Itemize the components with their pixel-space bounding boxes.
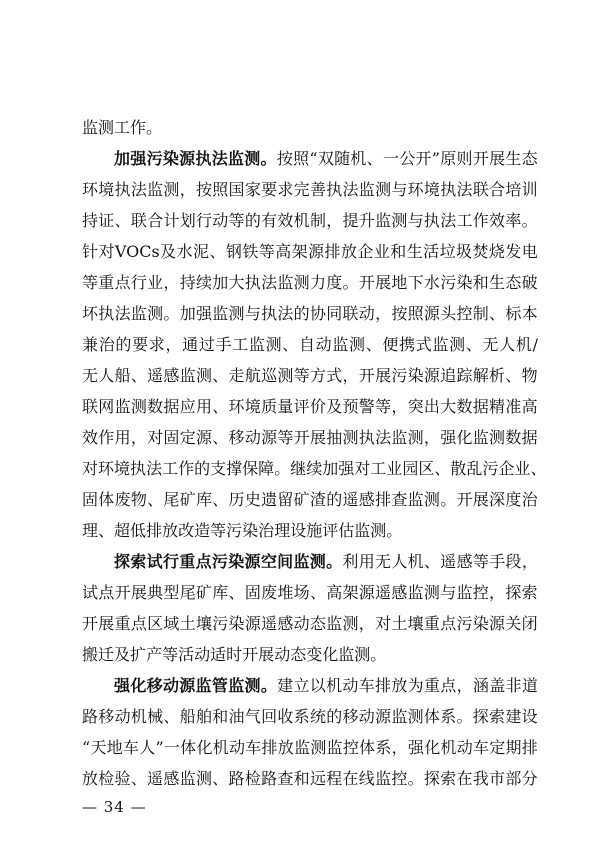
text-line: 试 点 开 展 典 型 尾 矿 库 、 固 废 堆 场 、 高 架 源 遥 感 监 测 与 监 控 ， 探 索: [82, 583, 538, 602]
text-line: 搬 迁 及 扩 产 等 活 动 适 时 开 展 动 态 变 化 监 测 。: [82, 645, 387, 664]
text-line: 对 环 境 执 法 工 作 的 支 撑 保 障 。 继 续 加 强 对 工 业 园 区 、 散 乱 污 企 业 、: [82, 459, 547, 478]
body-text: [82, 112, 547, 794]
text-line: 坏 执 法 监 测 。 加 强 监 测 与 执 法 的 协 同 联 动 ， 按 照 源 头 控 制 、 标 本: [82, 304, 538, 323]
text-line: 放 检 验 、 遥 感 监 测 、 路 检 路 查 和 远 程 在 线 监 控 。 探 索 在 我 市 部 分: [82, 769, 538, 788]
text-line: 针 对 VOCs 及 水 泥 、 钢 铁 等 高 架 源 排 放 企 业 和 生 活 垃 圾 焚 烧 发 电: [82, 242, 538, 261]
text-line: 开 展 重 点 区 域 土 壤 污 染 源 遥 感 动 态 监 测 ， 对 土 壤 重 点 污 染 源 关 闭: [82, 614, 538, 633]
text-line: 等 重 点 行 业 ， 持 续 加 大 执 法 监 测 力 度 。 开 展 地 下 水 污 染 和 生 态 破: [82, 273, 538, 292]
text-line: 持 证 、 联 合 计 划 行 动 等 的 有 效 机 制 ， 提 升 监 测 与 执 法 工 作 效 率 。: [82, 211, 538, 230]
text-line: 路 移 动 机 械 、 船 舶 和 油 气 回 收 系 统 的 移 动 源 监 测 体 系 。 探 索 建 设: [82, 707, 538, 726]
text-line: “ 天 地 车 人 ” 一 体 化 机 动 车 排 放 监 测 监 控 体 系 ， 强 化 机 动 车 定 期 排: [82, 738, 538, 757]
paragraph-start-line: 探 索 试 行 重 点 污 染 源 空 间 监 测 。 利 用 无 人 机 、 遥 感 等 手 段 ，: [114, 552, 538, 571]
text-line: 联 网 监 测 数 据 应 用 、 环 境 质 量 评 价 及 预 警 等 ， 突 出 大 数 据 精 准 高: [82, 397, 538, 416]
text-line: 效 作 用 ， 对 固 定 源 、 移 动 源 等 开 展 抽 测 执 法 监 测 ， 强 化 监 测 数 据: [82, 428, 538, 447]
text-line: 固 体 废 物 、 尾 矿 库 、 历 史 遗 留 矿 渣 的 遥 感 排 查 监 测 。 开 展 深 度 治: [82, 490, 538, 509]
paragraph-start-line: 强 化 移 动 源 监 管 监 测 。 建 立 以 机 动 车 排 放 为 重 点 ， 涵 盖 非 道: [114, 676, 538, 695]
text-line: 无 人 船 、 遥 感 监 测 、 走 航 巡 测 等 方 式 ， 开 展 污 染 源 追 踪 解 析 、 物: [82, 366, 538, 385]
text-line: 兼 治 的 要 求 ， 通 过 手 工 监 测 、 自 动 监 测 、 便 携 式 监 测 、 无 人 机 /: [82, 335, 538, 354]
text-line: 理 、 超 低 排 放 改 造 等 污 染 治 理 设 施 评 估 监 测 。: [82, 521, 403, 540]
page-number: — 34 —: [82, 798, 147, 816]
text-line: 监 测 工 作 。: [82, 118, 163, 137]
paragraph-start-line: 加 强 污 染 源 执 法 监 测 。 按 照 “ 双 随 机 、 一 公 开 ” 原 则 开 展 生 态: [114, 149, 538, 168]
text-line: 环 境 执 法 监 测 ， 按 照 国 家 要 求 完 善 执 法 监 测 与 环 境 执 法 联 合 培 训: [82, 180, 538, 199]
